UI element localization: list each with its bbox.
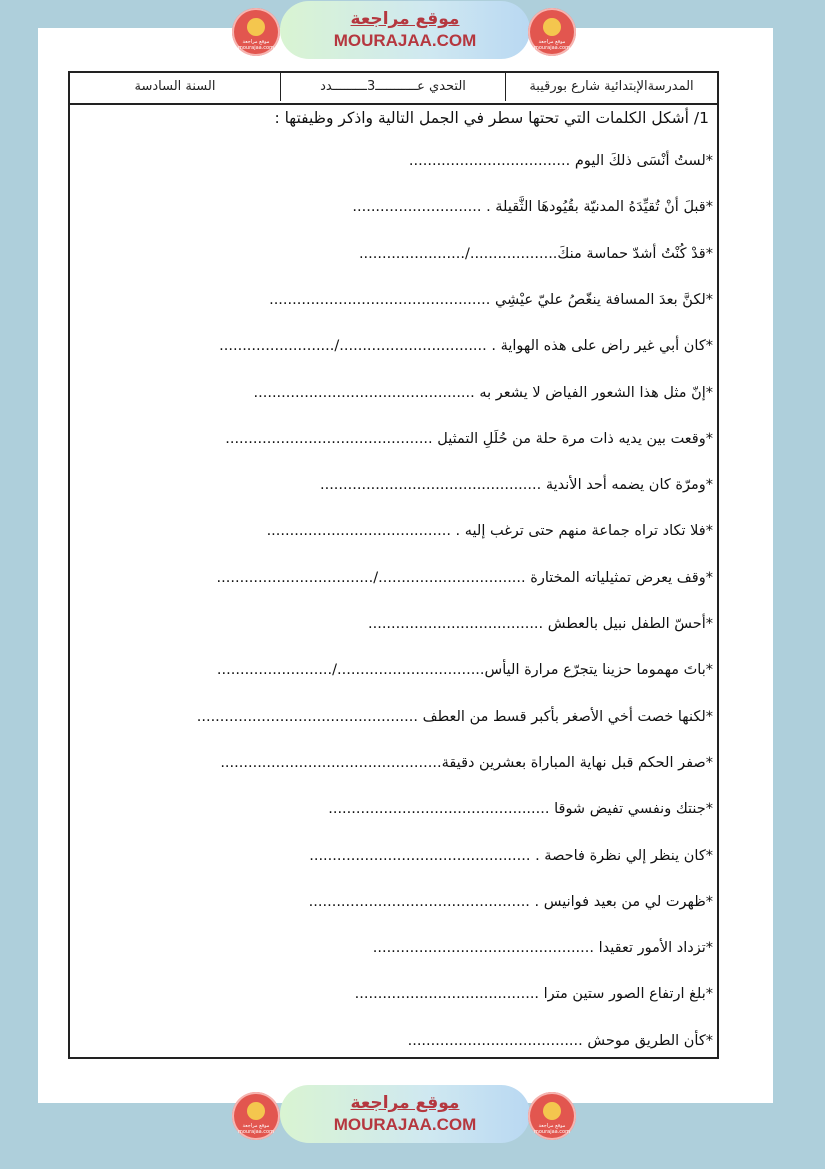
sentence-text: *قبلَ أنْ تُقيِّدَهُ المدنيّة بقُيُودهَا الثَّقيلة .: [486, 199, 713, 216]
site-name-arabic[interactable]: موقع مراجعة: [350, 1093, 460, 1113]
answer-blank[interactable]: ...................................: [408, 153, 575, 169]
logo-badge-right: [528, 8, 576, 56]
site-name-arabic[interactable]: موقع مراجعة: [350, 9, 460, 29]
sentence-text: *تزداد الأمور تعقيدا: [598, 940, 713, 957]
badge-text: موقع مراجعة mourajaa.com: [237, 39, 274, 51]
badge-text: موقع مراجعة mourajaa.com: [237, 1123, 274, 1135]
sentence-text: *ومرّة كان يضمه أحد الأندية: [545, 477, 713, 494]
answer-blank[interactable]: ................................................: [220, 754, 442, 771]
worksheet-frame: [68, 71, 719, 1059]
sentence-item: [73, 431, 713, 447]
sentence-text: *وقف يعرض تمثيلياته المختارة: [530, 569, 713, 586]
answer-blank[interactable]: ........................................: [266, 523, 456, 540]
sentence-item: [73, 801, 713, 817]
sentence-item: [73, 338, 713, 354]
site-name-english[interactable]: MOURAJAA.COM: [333, 31, 477, 50]
answer-blank[interactable]: ............................: [352, 199, 487, 216]
sentence-item: [73, 755, 713, 771]
worksheet-title: التحدي عـــــــــــ3ـــــــــدد: [280, 73, 505, 101]
sentence-text: *ظهرت لي من بعيد فوانيس .: [534, 893, 713, 910]
answer-blank[interactable]: ................................................: [372, 940, 599, 957]
site-name-pill[interactable]: [280, 1, 530, 59]
grade-level: السنة السادسة: [134, 79, 216, 94]
top-banner[interactable]: [232, 0, 578, 60]
sentence-text: *باتَ مهموما حزينا يتجرّع مرارة اليأس: [484, 662, 713, 679]
exercise-instruction: 1/ أشكل الكلمات التي تحتها سطر في الجمل التالية واذكر وظيفتها :: [274, 109, 709, 127]
sentence-item: [73, 940, 713, 956]
answer-blank[interactable]: ................................................: [308, 893, 535, 910]
sentence-item: [73, 1033, 713, 1049]
site-name-english[interactable]: MOURAJAA.COM: [333, 1115, 477, 1134]
answer-blank[interactable]: ........................................: [354, 986, 544, 1003]
worksheet-header: [70, 73, 717, 105]
sentence-text: *فلا تكاد تراه جماعة منهم حتى ترغب إليه .: [455, 523, 713, 540]
answer-blank[interactable]: ................................/.........................: [219, 338, 492, 355]
answer-blank[interactable]: .............................................: [225, 430, 438, 447]
badge-text: موقع مراجعة mourajaa.com: [533, 39, 570, 51]
sentence-item: [73, 662, 713, 678]
site-name-pill[interactable]: [280, 1085, 530, 1143]
sentence-text: *صفر الحكم قبل نهاية المباراة بعشرين دقيقة: [441, 754, 713, 771]
logo-icon: [543, 1102, 561, 1120]
sentence-text: *لستُ أنْسَى ذلكَ اليوم: [574, 153, 713, 169]
logo-badge-right: [528, 1092, 576, 1140]
sentence-item: [73, 199, 713, 215]
badge-text: موقع مراجعة mourajaa.com: [533, 1123, 570, 1135]
sentence-text: *إنّ مثل هذا الشعور الفياض لا يشعر به: [479, 384, 713, 401]
sentence-item: [73, 292, 713, 308]
sentence-item: [73, 523, 713, 539]
answer-blank[interactable]: ................................................: [196, 708, 423, 725]
logo-icon: [543, 18, 561, 36]
sentence-item: [73, 153, 713, 169]
answer-blank[interactable]: ................................/.........................: [216, 662, 485, 679]
sentence-text: *كأن الطريق موحش: [587, 1032, 713, 1049]
school-name: المدرسةالإبتدائية شارع بورقيبة: [505, 73, 717, 101]
sentence-item: [73, 894, 713, 910]
logo-badge-left: [232, 1092, 280, 1140]
sentence-text: *كان ينظر إلي نظرة فاحصة .: [535, 847, 713, 864]
answer-blank[interactable]: ................................................: [269, 291, 495, 308]
sentence-item: [73, 385, 713, 401]
sentence-item: [73, 246, 713, 262]
sentence-text: *قدْ كُنْتُ أشدّ حماسة منكَ: [557, 245, 713, 262]
logo-icon: [247, 18, 265, 36]
sentence-item: [73, 616, 713, 632]
answer-blank[interactable]: .................../.......................: [358, 245, 558, 262]
answer-blank[interactable]: ......................................: [407, 1032, 588, 1049]
answer-blank[interactable]: ................................/..................................: [216, 569, 531, 586]
answer-blank[interactable]: ......................................: [368, 616, 548, 632]
answer-blank[interactable]: ................................................: [328, 801, 555, 818]
logo-icon: [247, 1102, 265, 1120]
sentence-text: *لكنها خصت أخي الأصغر بأكبر قسط من العطف: [422, 708, 713, 725]
sentence-item: [73, 477, 713, 493]
sentence-text: *لكنَّ بعدَ المسافة ينغّصُ عليّ عيْشِي: [494, 291, 713, 308]
sentence-text: *جنتك ونفسي تفيض شوقا: [554, 801, 713, 818]
answer-blank[interactable]: ................................................: [319, 477, 546, 494]
sentence-text: *أحسّ الطفل نبيل بالعطش: [547, 616, 713, 632]
sentence-text: *بلغ ارتفاع الصور ستين مترا: [543, 986, 713, 1003]
sentence-item: [73, 709, 713, 725]
answer-blank[interactable]: ................................................: [309, 847, 536, 864]
sentence-item: [73, 986, 713, 1002]
sentence-text: *وقعت بين يديه ذات مرة حلة من حُلَلِ التمثيل: [437, 430, 713, 447]
answer-blank[interactable]: ................................................: [253, 384, 480, 401]
logo-badge-left: [232, 8, 280, 56]
sentence-text: *كان أبي غير راض على هذه الهواية .: [491, 338, 713, 355]
bottom-banner[interactable]: [232, 1084, 578, 1144]
sentence-item: [73, 848, 713, 864]
sentence-item: [73, 570, 713, 586]
